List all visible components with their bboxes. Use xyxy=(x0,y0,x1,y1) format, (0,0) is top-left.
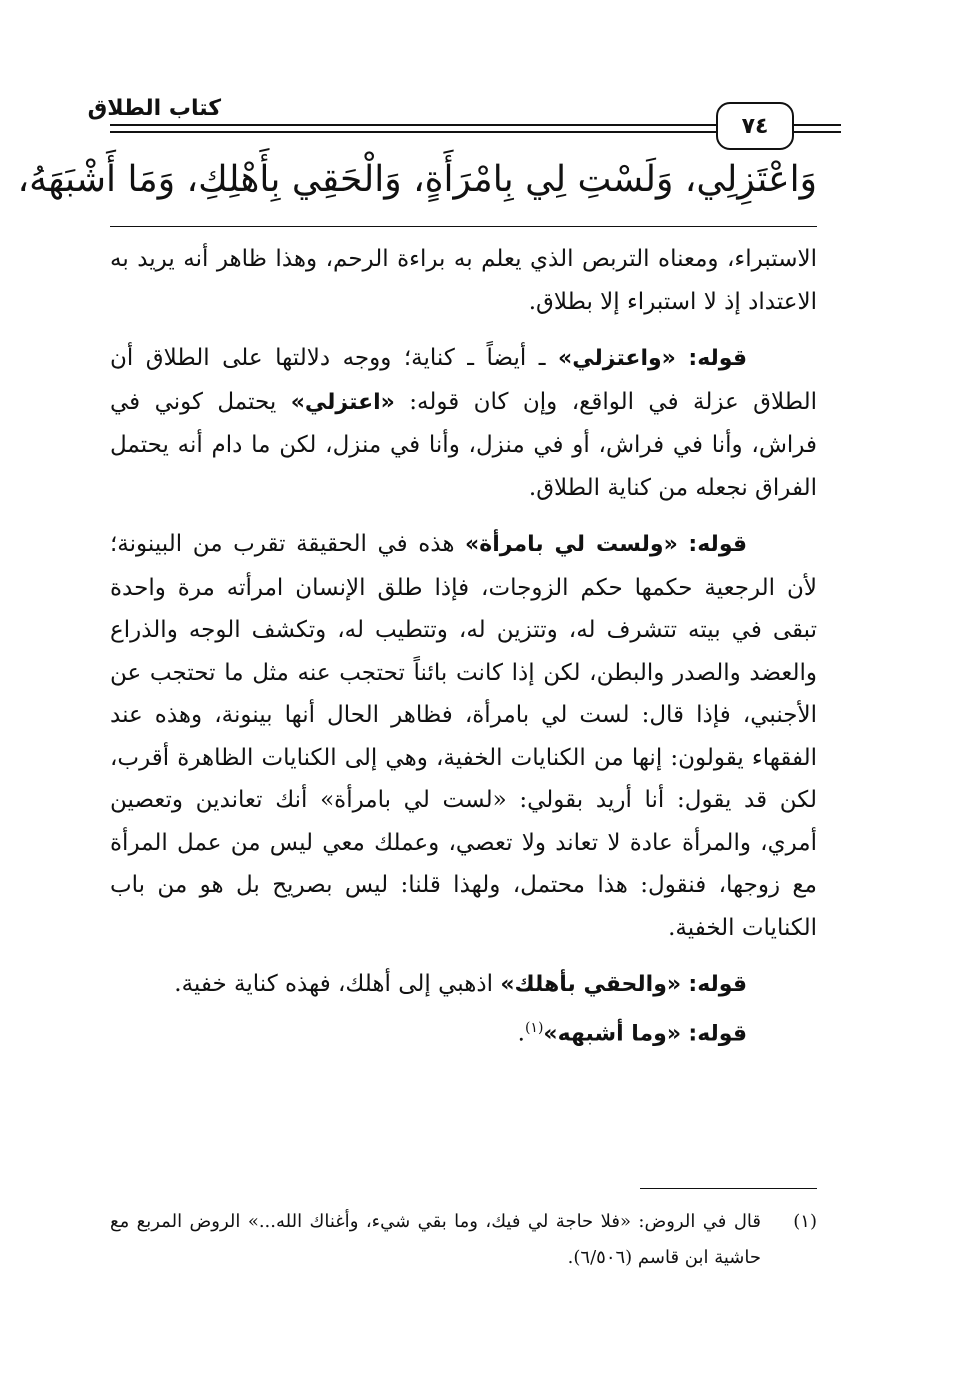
page-number: ٧٤ xyxy=(716,102,794,150)
quote: «ولست لي بامرأة» xyxy=(465,532,678,557)
commentary-body xyxy=(110,238,817,1056)
footnote-separator xyxy=(640,1188,817,1189)
paragraph-text: ـ أيضاً ـ كناية؛ ووجه دلالتها على الطلاق أن الطلاق عزلة في الواقع، وإن كان قوله: xyxy=(110,345,817,415)
matn-text: وَاعْتَزِلِي، وَلَسْتِ لِي بِامْرَأَةٍ، وَالْحَقِي بِأَهْلِكِ، وَمَا أَشْبَهَهُ، xyxy=(17,159,817,200)
quote: «اعتزلي» xyxy=(290,389,395,415)
qawl-label: قوله: xyxy=(688,532,748,557)
qawl-label: قوله: xyxy=(688,346,748,371)
paragraph-2 xyxy=(110,337,817,509)
footnote-text: قال في الروض: «فلا حاجة لي فيك، وما بقي شيء، وأغناك الله...» الروض المربع مع حاشية ابن قاسم (٦/٥٠٦). xyxy=(110,1211,761,1268)
book-title: كتاب الطلاق xyxy=(87,96,221,121)
qawl-label: قوله: xyxy=(688,1021,747,1047)
paragraph-text: يحتمل كوني في فراش، وأنا في فراش، أو في منزل، وأنا في منزل، لكن ما دام أنه يحتمل الفراق نجعله من كناية الطلاق. xyxy=(110,388,817,501)
footnote xyxy=(110,1204,817,1276)
paragraph-4 xyxy=(110,963,817,1007)
quote: «واعتزلي» xyxy=(558,346,676,371)
qawl-label: قوله: xyxy=(688,972,747,997)
header-dash-upper xyxy=(796,124,826,126)
matn-separator xyxy=(110,226,817,227)
paragraph-3 xyxy=(110,523,817,949)
footnote-marker[interactable]: (١) xyxy=(524,1019,544,1036)
quote: «وما أشبهه» xyxy=(543,1021,682,1047)
header-dash-lower xyxy=(796,131,826,133)
paragraph-5 xyxy=(110,1007,817,1056)
footnote-number: (١) xyxy=(793,1211,817,1232)
quote: «والحقي بأهلك» xyxy=(500,972,682,997)
paragraph-end: . xyxy=(517,1020,525,1047)
paragraph-text: اذهبي إلى أهلك، فهذه كناية خفية. xyxy=(174,971,501,997)
paragraph-1: الاستبراء، ومعناه التربص الذي يعلم به براءة الرحم، وهذا ظاهر أنه يريد به الاعتداد إذ لا استبراء إلا بطلاق. xyxy=(110,246,817,315)
paragraph-text: هذه في الحقيقة تقرب من البينونة؛ لأن الرجعية حكمها حكم الزوجات، فإذا طلق الإنسان امرأته مرة واحدة تبقى في بيته تتشرف له، وتتزين له، وتتطيب له، وتكشف الوجه والذراع والعضد والصدر والبطن، لكن إذا كانت بائناً تحتجب عنه مثل ما تحتجب عن الأجنبي، فإذا قال: لست لي بامرأة، فظاهر الحال أنها بينونة، وهذه عند الفقهاء يقولون: إنها من الكنايات الخفية، وهي إلى الكنايات الظاهرة أقرب، لكن قد يقول: أنا أريد بقولي: «لست لي بامرأة» أنك تعاندين وتعصين أمري، والمرأة عادة لا تعاند ولا تعصي، وعملك معي ليس من عمل المرأة مع زوجها، فنقول: هذا محتمل، ولهذا قلنا: ليس بصريح بل هو من باب الكنايات الخفية. xyxy=(110,531,817,941)
